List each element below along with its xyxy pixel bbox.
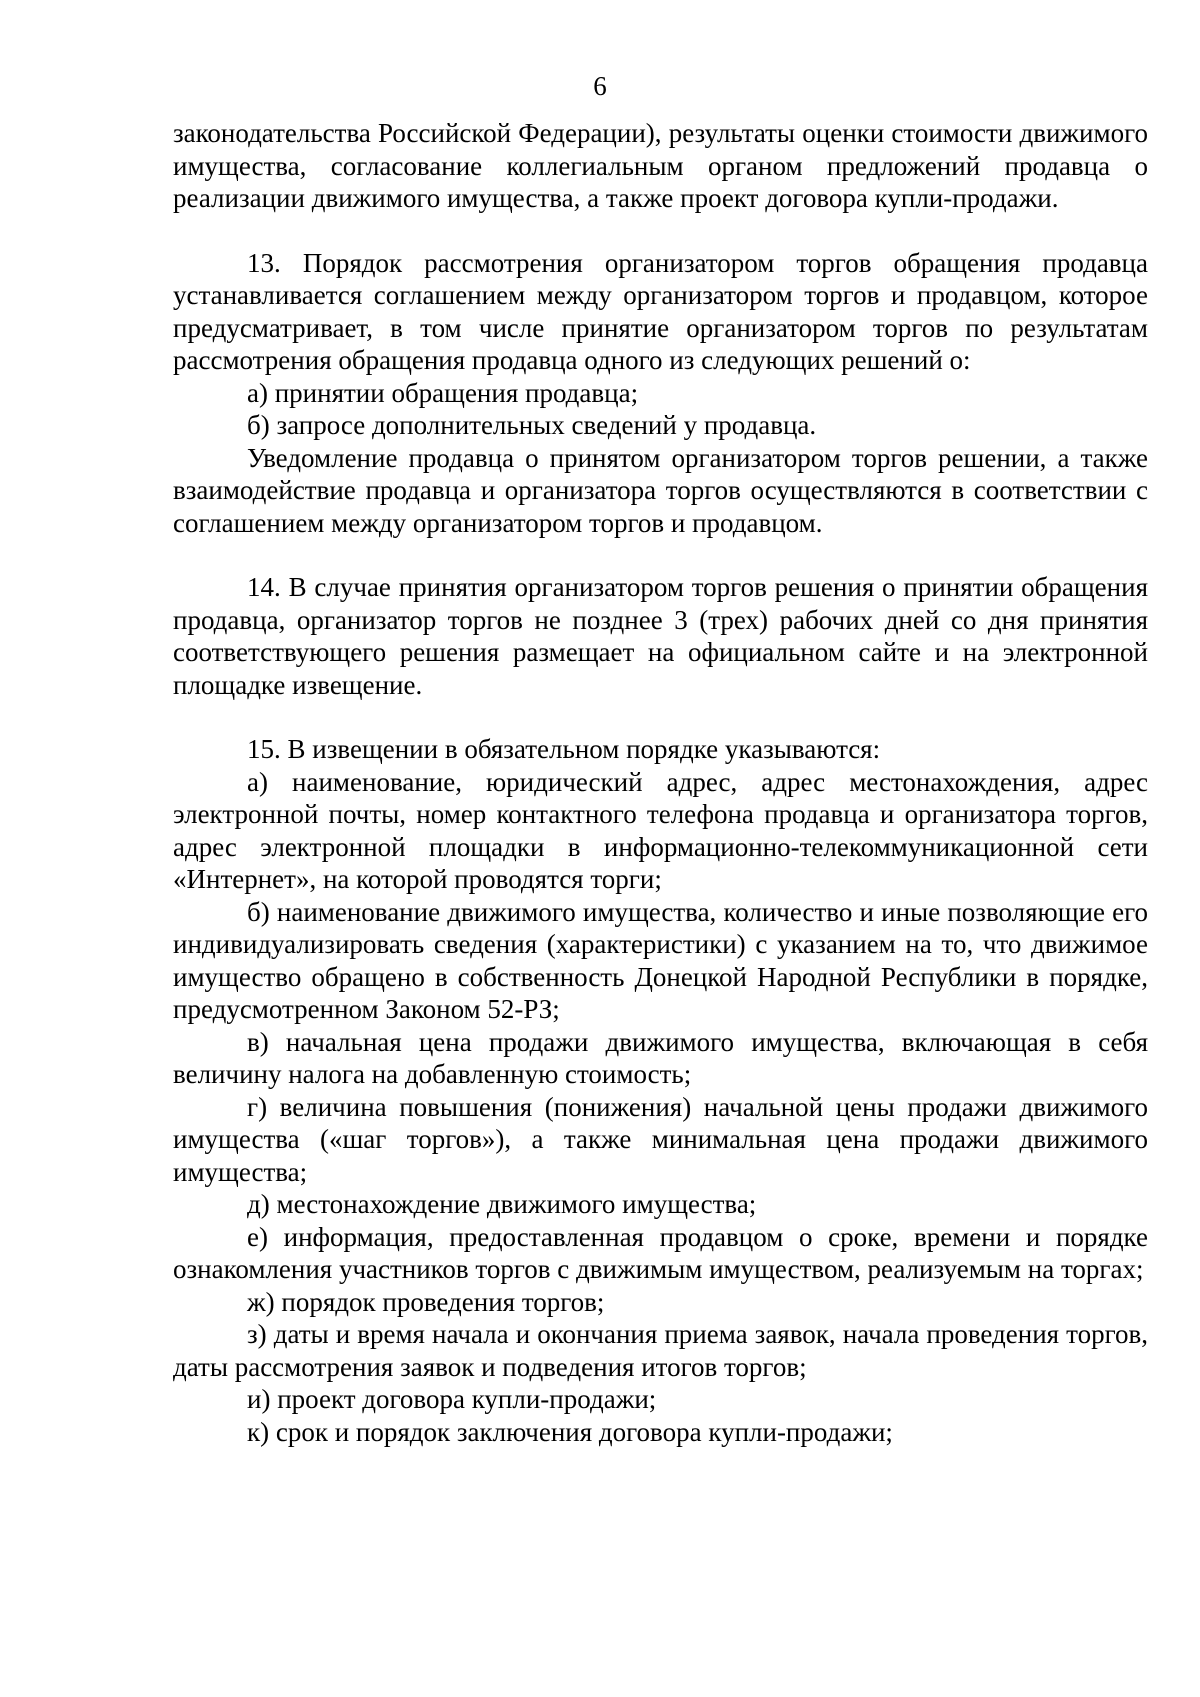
paragraph-notification: Уведомление продавца о принятом организатором торгов решении, а также взаимодействие продавца и организатора торгов осуществляются в соответствии с соглашением между организатором торгов и продавцом. — [173, 442, 1148, 538]
list-item-15v: в) начальная цена продажи движимого имущества, включающая в себя величину налога на добавленную стоимость; — [173, 1026, 1148, 1089]
list-item-13b: б) запросе дополнительных сведений у продавца. — [247, 410, 817, 440]
page-number: 6 — [593, 71, 607, 101]
list-item-15z: з) даты и время начала и окончания приема заявок, начала проведения торгов, даты рассмотрения заявок и подведения итогов торгов; — [173, 1319, 1148, 1382]
list-item-15a: а) наименование, юридический адрес, адрес местонахождения, адрес электронной почты, номер контактного телефона продавца и организатора торгов, адрес электронной площадки в информационно-телекоммуникационной сети «Интернет», на которой проводятся торги; — [173, 766, 1148, 894]
list-item-15i: и) проект договора купли-продажи; — [247, 1384, 657, 1414]
document-body — [173, 117, 1148, 1448]
paragraph-14: 14. В случае принятия организатором торгов решения о принятии обращения продавца, организатор торгов не позднее 3 (трех) рабочих дней со дня принятия соответствующего решения размещает на официальном сайте и на электронной площадке извещение. — [173, 572, 1148, 700]
list-item-15g: г) величина повышения (понижения) начальной цены продажи движимого имущества («шаг торгов»), а также минимальная цена продажи движимого имущества; — [173, 1091, 1148, 1187]
list-item-15b: б) наименование движимого имущества, количество и иные позволяющие его индивидуализировать сведения (характеристики) с указанием на то, что движимое имущество обращено в собственность Донецкой Народной Республики в порядке, предусмотренном Законом 52-РЗ; — [173, 896, 1148, 1024]
paragraph-13: 13. Порядок рассмотрения организатором торгов обращения продавца устанавливается соглашением между организатором торгов и продавцом, которое предусматривает, в том числе принятие организатором торгов по результатам рассмотрения обращения продавца одного из следующих решений о: — [173, 247, 1148, 375]
list-item-15k: к) срок и порядок заключения договора купли-продажи; — [247, 1416, 893, 1447]
list-item-13a: а) принятии обращения продавца; — [247, 377, 639, 408]
paragraph-15: 15. В извещении в обязательном порядке указываются: — [247, 734, 881, 764]
list-item-15d: д) местонахождение движимого имущества; — [247, 1189, 757, 1219]
paragraph-continuation: законодательства Российской Федерации), результаты оценки стоимости движимого имущества, согласование коллегиальным органом предложений продавца о реализации движимого имущества, а также проект договора купли-продажи. — [173, 118, 1148, 213]
list-item-15zh: ж) порядок проведения торгов; — [247, 1286, 605, 1317]
list-item-15e: е) информация, предоставленная продавцом о сроке, времени и порядке ознакомления участников торгов с движимым имуществом, реализуемым на торгах; — [173, 1221, 1148, 1284]
